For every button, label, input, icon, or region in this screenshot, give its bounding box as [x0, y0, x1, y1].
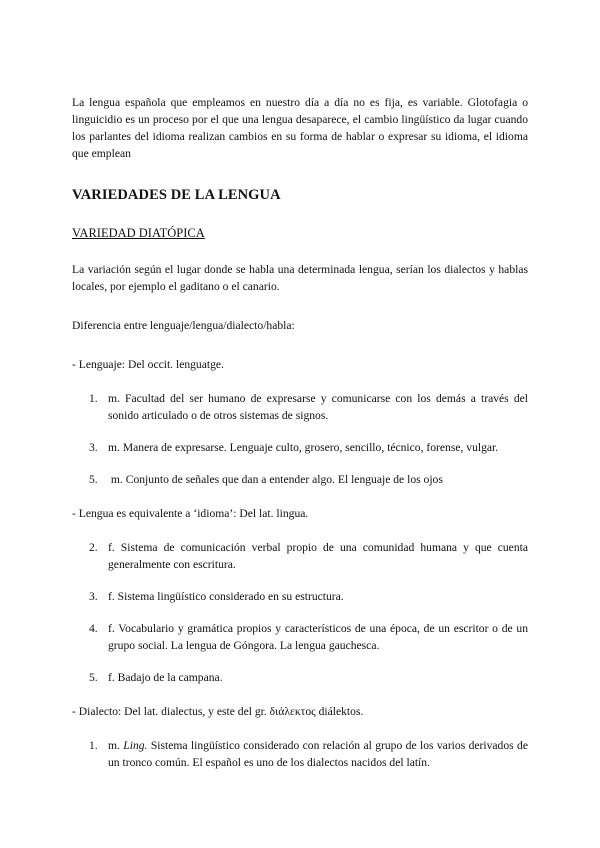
- list-item: [72, 669, 528, 686]
- list-item: [72, 390, 528, 424]
- item-number: 4.: [89, 622, 98, 635]
- item-text: f. Badajo de la campana.: [108, 671, 223, 684]
- item-number: 2.: [89, 541, 98, 554]
- item-text: f. Vocabulario y gramática propios y característicos de una época, de un escritor o de un grupo social. La lengua de Góngora. La lengua gauchesca.: [108, 622, 528, 652]
- intro-paragraph: La lengua española que empleamos en nuestro día a día no es fija, es variable. Glotofagia o linguicidio es un proceso por el que una lengua desaparece, el cambio lingüístico da lugar cuando los parlantes del idioma realizan cambios en su forma de hablar o expresar su idioma, el idioma que emplean: [72, 96, 528, 160]
- list-item: [72, 439, 528, 456]
- item-number: 3.: [89, 441, 98, 454]
- item-text: m. Facultad del ser humano de expresarse y comunicarse con los demás a través del sonido articulado o de otros sistemas de signos.: [108, 392, 528, 422]
- item-number: 5.: [89, 671, 98, 684]
- item-number: 1.: [89, 392, 98, 405]
- lengua-definitions: [72, 539, 528, 686]
- item-number: 1.: [89, 739, 98, 752]
- abbreviation-ling: Ling.: [123, 739, 148, 752]
- item-number: 3.: [89, 590, 98, 603]
- section-subheading: VARIEDAD DIATÓPICA: [72, 226, 205, 240]
- list-item: [72, 539, 528, 573]
- document-page: [72, 94, 531, 788]
- lengua-header: - Lengua es equivalente a ‘idioma’: Del lat. lingua.: [72, 507, 309, 520]
- list-item: [72, 588, 528, 605]
- item-text: Sistema lingüístico considerado con relación al grupo de los varios derivados de un tronco común. El español es uno de los dialectos nacidos del latín.: [108, 739, 531, 769]
- list-item: [72, 737, 531, 771]
- dialecto-definitions: [72, 737, 531, 771]
- section-heading: VARIEDADES DE LA LENGUA: [72, 187, 281, 203]
- lenguaje-definitions: [72, 390, 528, 488]
- lenguaje-header: - Lenguaje: Del occit. lenguatge.: [72, 358, 224, 371]
- item-text: f. Sistema de comunicación verbal propio de una comunidad humana y que cuenta generalmente con escritura.: [108, 541, 528, 571]
- difference-paragraph: Diferencia entre lenguaje/lengua/dialecto/habla:: [72, 319, 295, 332]
- item-prefix: m.: [108, 739, 124, 752]
- item-text: m. Conjunto de señales que dan a entender algo. El lenguaje de los ojos: [108, 473, 443, 486]
- list-item: [72, 471, 528, 488]
- item-text: f. Sistema lingüístico considerado en su estructura.: [108, 590, 344, 603]
- dialecto-header: - Dialecto: Del lat. dialectus, y este del gr. διάλεκτος diálektos.: [72, 705, 364, 718]
- list-item: [72, 620, 528, 654]
- item-number: 5.: [89, 473, 98, 486]
- item-text: m. Manera de expresarse. Lenguaje culto, grosero, sencillo, técnico, forense, vulgar.: [108, 441, 499, 454]
- diatopic-paragraph: La variación según el lugar donde se habla una determinada lengua, serían los dialectos y hablas locales, por ejemplo el gaditano o el canario.: [72, 263, 528, 293]
